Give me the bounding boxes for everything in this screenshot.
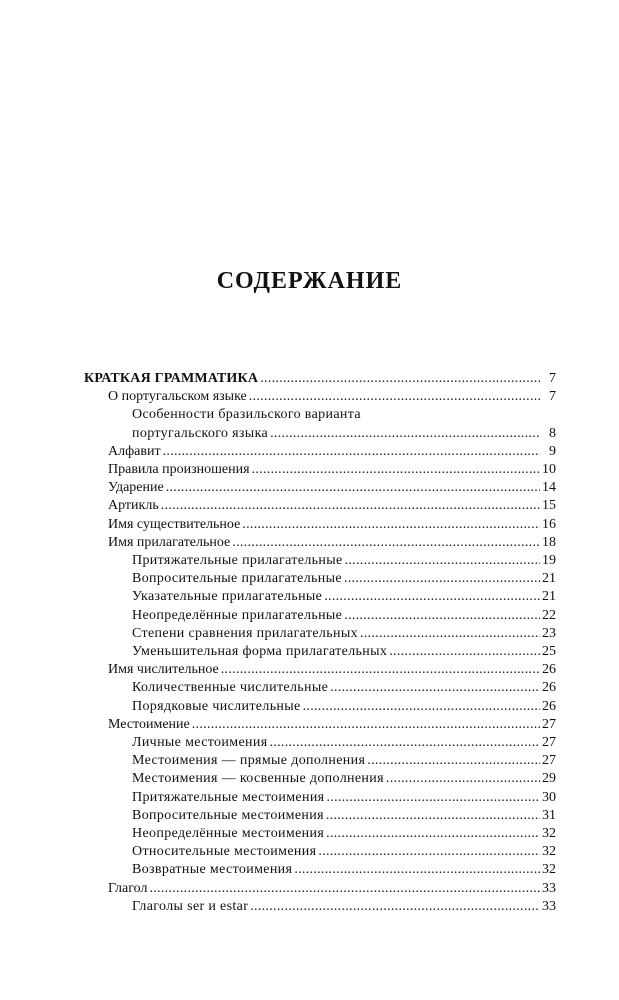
dot-leader [344,607,540,625]
dot-leader [250,898,540,916]
toc-entry-label: Алфавит [108,443,161,459]
toc-entry[interactable] [84,570,556,588]
toc-entry-page-number: 23 [542,625,556,641]
toc-entry-page-number: 27 [542,716,556,732]
toc-entry[interactable] [84,607,556,625]
toc-entry-page-number: 15 [542,498,556,514]
toc-entry-label: Указательные прилагательные [132,589,323,605]
toc-entry-label: Ударение [108,480,164,496]
toc-entry-label: Количественные числительные [132,680,329,696]
toc-entry[interactable] [84,388,556,406]
dot-leader [232,534,540,552]
toc-entry-label: Имя существительное [108,516,241,532]
toc-entry-label: Правила произношения [108,462,250,478]
toc-entry[interactable] [84,661,556,679]
dot-leader [318,843,540,861]
toc-entry-label: Местоимения — косвенные дополнения [132,771,384,787]
toc-entry-page-number: 26 [542,662,556,678]
toc-entry-page-number: 7 [549,371,556,386]
toc-entry[interactable] [84,825,556,843]
toc-entry-label: Местоимение [108,716,190,732]
toc-entry-page-number: 9 [549,443,556,459]
toc-entry-label-line: Особенности бразильского варианта [132,407,361,423]
toc-entry-page-number: 30 [542,789,556,805]
toc-entry-page-number: 29 [542,771,556,787]
toc-entry[interactable] [84,698,556,716]
toc-entry-page-number: 26 [542,698,556,714]
toc-entry[interactable] [84,370,556,388]
dot-leader [270,734,541,752]
dot-leader [326,807,540,825]
dot-leader [344,570,540,588]
dot-leader [242,516,540,534]
dot-leader [326,789,540,807]
toc-entry-label: Глаголы ser и estar [132,898,249,914]
toc-entry[interactable] [84,461,556,479]
dot-leader [330,679,540,697]
dot-leader [270,425,540,443]
toc-entry-page-number: 22 [542,607,556,623]
toc-entry[interactable] [84,479,556,497]
toc-entry-label: Вопросительные местоимения [132,807,324,823]
toc-entry[interactable] [84,861,556,879]
toc-entry-page-number: 32 [542,862,556,878]
dot-leader [163,443,540,461]
dot-leader [221,661,540,679]
table-of-contents [84,370,556,916]
toc-entry-label: Неопределённые прилагательные [132,607,343,623]
toc-entry-label: Имя прилагательное [108,534,231,550]
toc-entry-label: Неопределённые местоимения [132,826,325,842]
toc-entry[interactable] [84,716,556,734]
toc-entry[interactable] [84,752,556,770]
dot-leader [324,588,540,606]
toc-entry-label: Личные местоимения [132,735,268,751]
dot-leader [345,552,540,570]
toc-entry-page-number: 25 [542,644,556,660]
toc-entry-page-number: 27 [542,753,556,769]
dot-leader [294,861,540,879]
toc-entry-page-number: 21 [542,589,556,605]
toc-entry-label: Местоимения — прямые дополнения [132,753,366,769]
toc-entry-page-number: 16 [542,516,556,532]
toc-entry-page-number: 21 [542,571,556,587]
toc-entry[interactable] [84,789,556,807]
toc-entry-page-number: 33 [542,898,556,914]
page-title: СОДЕРЖАНИЕ [216,268,403,294]
toc-entry[interactable] [84,425,556,443]
toc-entry[interactable] [84,516,556,534]
toc-entry[interactable] [84,843,556,861]
dot-leader [360,625,540,643]
toc-entry-label: Вопросительные прилагательные [132,571,342,587]
toc-entry-page-number: 14 [542,480,556,496]
toc-entry-label: КРАТКАЯ ГРАММАТИКА [84,371,259,386]
toc-entry-page-number: 19 [542,553,556,569]
dot-leader [149,880,540,898]
toc-entry-page-number: 18 [542,534,556,550]
toc-entry-label: Уменьшительная форма прилагательных [132,644,388,660]
toc-entry-label: Притяжательные местоимения [132,789,325,805]
dot-leader [161,497,540,515]
toc-entry-page-number: 10 [542,462,556,478]
toc-entry[interactable] [84,770,556,788]
toc-entry[interactable] [84,643,556,661]
toc-entry-label: Имя числительное [108,662,219,678]
toc-entry-label: Артикль [108,498,159,514]
toc-entry-label: португальского языка [132,425,269,441]
toc-entry-page-number: 33 [542,880,556,896]
dot-leader [389,643,540,661]
toc-entry-page-number: 31 [542,807,556,823]
toc-entry-page-number: 27 [542,735,556,751]
toc-entry[interactable] [84,625,556,643]
dot-leader [192,716,540,734]
toc-entry[interactable] [84,588,556,606]
dot-leader [166,479,540,497]
toc-entry[interactable] [84,497,556,515]
toc-entry-page-number: 26 [542,680,556,696]
dot-leader [367,752,540,770]
dot-leader [326,825,540,843]
dot-leader [252,461,540,479]
toc-entry[interactable] [84,534,556,552]
toc-entry[interactable] [84,443,556,461]
toc-entry-page-number: 32 [542,826,556,842]
toc-entry[interactable] [84,880,556,898]
toc-entry[interactable] [84,552,556,570]
toc-entry-label: Глагол [108,880,148,896]
dot-leader [386,770,540,788]
toc-entry[interactable] [84,734,556,752]
toc-entry-label: О португальском языке [108,389,247,405]
dot-leader [249,388,540,406]
toc-entry-page-number: 32 [542,844,556,860]
toc-entry-page-number: 7 [549,389,556,405]
toc-entry-label: Порядковые числительные [132,698,301,714]
toc-entry[interactable] [84,898,556,916]
toc-entry[interactable] [84,807,556,825]
dot-leader [260,370,540,388]
toc-entry-label: Относительные местоимения [132,844,317,860]
toc-entry-label: Степени сравнения прилагательных [132,625,358,641]
toc-entry-label: Притяжательные прилагательные [132,553,343,569]
toc-entry-page-number: 8 [549,425,556,441]
toc-entry[interactable] [84,679,556,697]
toc-entry-label: Возвратные местоимения [132,862,293,878]
dot-leader [303,698,540,716]
